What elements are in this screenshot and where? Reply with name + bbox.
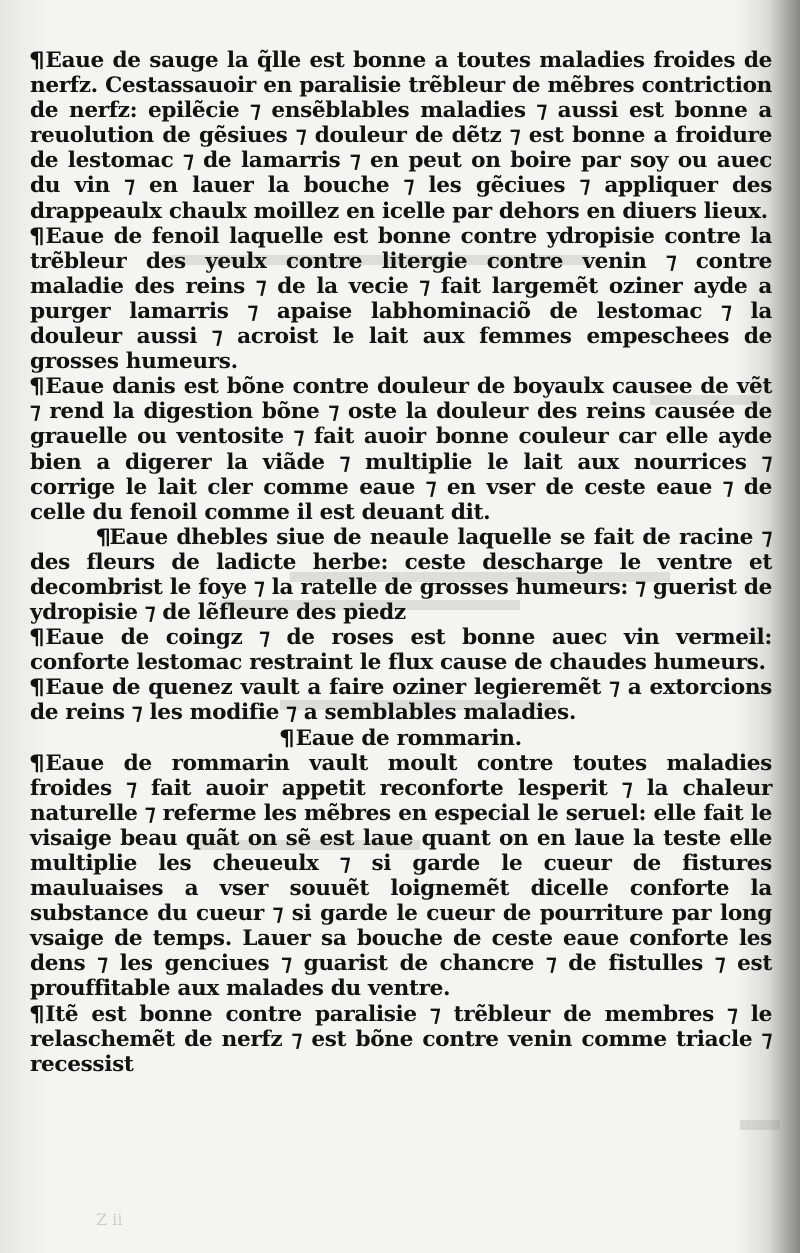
paragraph-mark-icon: ¶	[28, 374, 45, 400]
paragraph-mark-icon: ¶	[95, 524, 111, 550]
paragraph-sauge	[30, 48, 772, 224]
paragraph-text: Eaue danis est bõne contre douleur de boyaulx causee de vẽt ⁊ rend la digestion bõne ⁊ oste la douleur des reins causée de grauelle ou ventosite ⁊ fait auoir bonne couleur car elle ayde bien a digerer la viãde ⁊ multiplie le lait aux nourrices ⁊ corrige le lait cler comme eaue ⁊ en vser de ceste eaue ⁊ de celle du fenoil comme il est deuant dit.	[30, 374, 772, 525]
paragraph-coingz	[30, 625, 772, 675]
paragraph-rommarin	[30, 751, 772, 1002]
paragraph-mark-icon: ¶	[279, 725, 295, 751]
paragraph-text: Eaue de quenez vault a faire oziner legieremẽt ⁊ a extorcions de reins ⁊ les modifie ⁊ a semblables maladies.	[30, 675, 772, 726]
paragraph-annis	[30, 374, 772, 525]
heading-text: Eaue de rommarin.	[295, 725, 522, 751]
paragraph-text: Itẽ est bonne contre paralisie ⁊ trẽbleur de membres ⁊ le relaschemẽt de nerfz ⁊ est bõne contre venin comme triacle ⁊ recessist	[30, 1001, 772, 1077]
paragraph-mark-icon: ¶	[28, 223, 45, 249]
paragraph-fenoil	[30, 224, 772, 375]
paragraph-mark-icon: ¶	[28, 750, 45, 776]
paragraph-mark-icon: ¶	[28, 675, 45, 701]
paragraph-mark-icon: ¶	[28, 1001, 45, 1027]
signature-mark: Z ii	[96, 1210, 123, 1229]
paragraph-text: Eaue dhebles siue de neaule laquelle se fait de racine ⁊ des fleurs de ladicte herbe: ceste descharge le ventre et decombrist le foye ⁊ la ratelle de grosses humeurs: ⁊ guerist de ydropisie ⁊ de lẽfleure des piedz	[30, 524, 772, 626]
paragraph-text: Eaue de sauge la q̃lle est bonne a toutes maladies froides de nerfz. Cestassauoir en paralisie trẽbleur de mẽbres contriction de nerfz: epilẽcie ⁊ ensẽblables maladies ⁊ aussi est bonne a reuolution de gẽsiues ⁊ douleur de dẽtz ⁊ est bonne a froidure de lestomac ⁊ de lamarris ⁊ en peut on boire par soy ou auec du vin ⁊ en lauer la bouche ⁊ les gẽciues ⁊ appliquer des drappeaulx chaulx moillez en icelle par dehors en diuers lieux.	[30, 48, 772, 224]
paragraph-mark-icon: ¶	[28, 625, 45, 651]
paragraph-mark-icon: ¶	[28, 48, 45, 73]
paragraph-item	[30, 1002, 772, 1077]
section-heading-rommarin	[30, 726, 772, 751]
paragraph-text: Eaue de coingz ⁊ de roses est bonne auec vin vermeil: conforte lestomac restraint le flux cause de chaudes humeurs.	[30, 625, 772, 676]
text-block	[30, 48, 772, 1077]
paragraph-text: Eaue de fenoil laquelle est bonne contre ydropisie contre la trẽbleur des yeulx contre litergie contre venin ⁊ contre maladie des reins ⁊ de la vecie ⁊ fait largemẽt oziner ayde a purger lamarris ⁊ apaise labhominaciõ de lestomac ⁊ la douleur aussi ⁊ acroist le lait aux femmes empeschees de grosses humeurs.	[30, 223, 772, 375]
paragraph-text: Eaue de rommarin vault moult contre toutes maladies froides ⁊ fait auoir appetit reconforte lesperit ⁊ la chaleur naturelle ⁊ referme les mẽbres en especial le seruel: elle fait le visaige beau quãt on sẽ est laue quant on en laue la teste elle multiplie les cheueulx ⁊ si garde le cueur de fistures mauluaises a vser souuẽt loignemẽt dicelle conforte la substance du cueur ⁊ si garde le cueur de pourriture par long vsaige de temps. Lauer sa bouche de ceste eaue conforte les dens ⁊ les genciues ⁊ guarist de chancre ⁊ de fistulles ⁊ est prouffitable aux malades du ventre.	[30, 750, 772, 1002]
paragraph-quenez	[30, 675, 772, 725]
paragraph-ebles	[30, 525, 772, 625]
